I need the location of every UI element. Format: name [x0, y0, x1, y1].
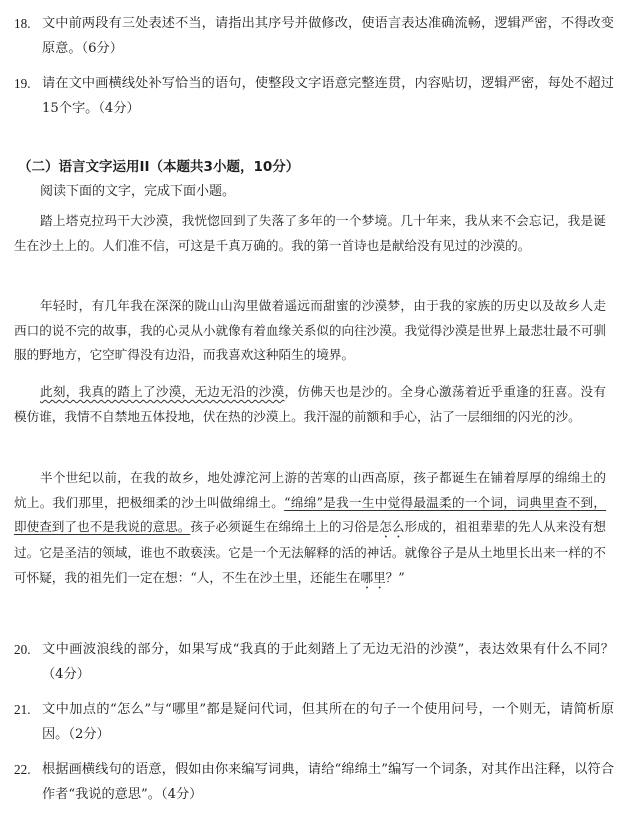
section-intro: 阅读下面的文字，完成下面小题。 — [40, 184, 236, 199]
passage-paragraph-4 — [14, 466, 606, 592]
paragraph-text: 孩子必须诞生在绵绵土上的习俗是 — [190, 519, 380, 534]
passage-paragraph-1: 踏上塔克拉玛干大沙漠，我恍惚回到了失落了多年的一个梦境。几十年来，我从来不会忘记，我是诞生在沙土上的。人们准不信，可这是千真万确的。我的第一首诗也是献给没有见过的沙漠的。 — [14, 213, 606, 253]
question-text: 请在文中画横线处补写恰当的语句，使整段文字语意完整连贯，内容贴切，逻辑严密，每处不超过15个字。（4分） — [42, 76, 614, 116]
paragraph-text: ，仿佛天也是沙的。全身心激荡着近乎重逢的狂喜。没有模仿谁，我情不自禁地五体投地，伏在热的沙漠上。我汗湿的前额和手心，沾了一层细细的闪光的沙。 — [14, 384, 607, 424]
question-21 — [14, 697, 614, 747]
question-number: 20. — [14, 642, 31, 657]
dotted-word-zenme: 怎么 — [379, 519, 405, 534]
question-number: 19. — [14, 76, 31, 91]
question-text: 文中画波浪线的部分，如果写成“我真的于此刻踏上了无边无沿的沙漠”，表达效果有什么不同？（4分） — [42, 642, 614, 682]
question-18 — [14, 11, 614, 61]
question-19 — [14, 71, 614, 121]
question-number: 21. — [14, 702, 31, 717]
underlined-sentence: “绵绵”是我一生中觉得最温柔的一个词，词典里查不到，即使查到了也不是我说的意思。 — [14, 494, 607, 534]
section-title: （二）语言文字运用II（本题共3小题，10分） — [18, 159, 300, 175]
question-text: 文中前两段有三处表述不当，请指出其序号并做修改，使语言表达准确流畅，逻辑严密，不得改变原意。（6分） — [42, 16, 614, 56]
wavy-underlined-phrase: 此刻，我真的踏上了沙漠，无边无沿的沙漠 — [40, 384, 285, 399]
passage-paragraph-2: 年轻时，有几年我在深深的陇山山沟里做着遥远而甜蜜的沙漠梦，由于我的家族的历史以及故乡人走西口的说不完的故事，我的心灵从小就像有着血缘关系似的向往沙漠。我觉得沙漠是世界上最悲壮最不可驯服的野地方，它空旷得没有边沿，而我喜欢这种陌生的境界。 — [14, 298, 606, 362]
passage-paragraph-3 — [14, 380, 606, 429]
question-text: 根据画横线句的语意，假如由你来编写词典，请给“绵绵土”编写一个词条，对其作出注释，以符合作者“我说的意思”。（4分） — [42, 762, 614, 802]
paragraph-text: ？” — [385, 569, 405, 585]
paragraph-text: 半个世纪以前，在我的故乡，地处滹沱河上游的苦寒的山西高原，孩子都诞生在铺着厚厚的绵绵土的炕上。我们那里，把极细柔的沙土叫做绵绵土。 — [14, 470, 606, 510]
paragraph-text: 形成的，祖祖辈辈的先人从来没有想过。它是圣洁的领域，谁也不敢亵渎。它是一个无法解释的活的神话。就像谷子是从土地里长出来一样的不可怀疑，我的祖先们一定在想：“人，不生在沙土里，还能生在 — [14, 519, 607, 585]
question-number: 22. — [14, 762, 31, 777]
question-20 — [14, 637, 614, 687]
question-22 — [14, 757, 614, 807]
question-number: 18. — [14, 16, 31, 31]
question-text: 文中加点的“怎么”与“哪里”都是疑问代词，但其所在的句子一个使用问号，一个则无，请简析原因。（2分） — [42, 702, 614, 742]
dotted-word-nali: 哪里 — [360, 569, 386, 585]
